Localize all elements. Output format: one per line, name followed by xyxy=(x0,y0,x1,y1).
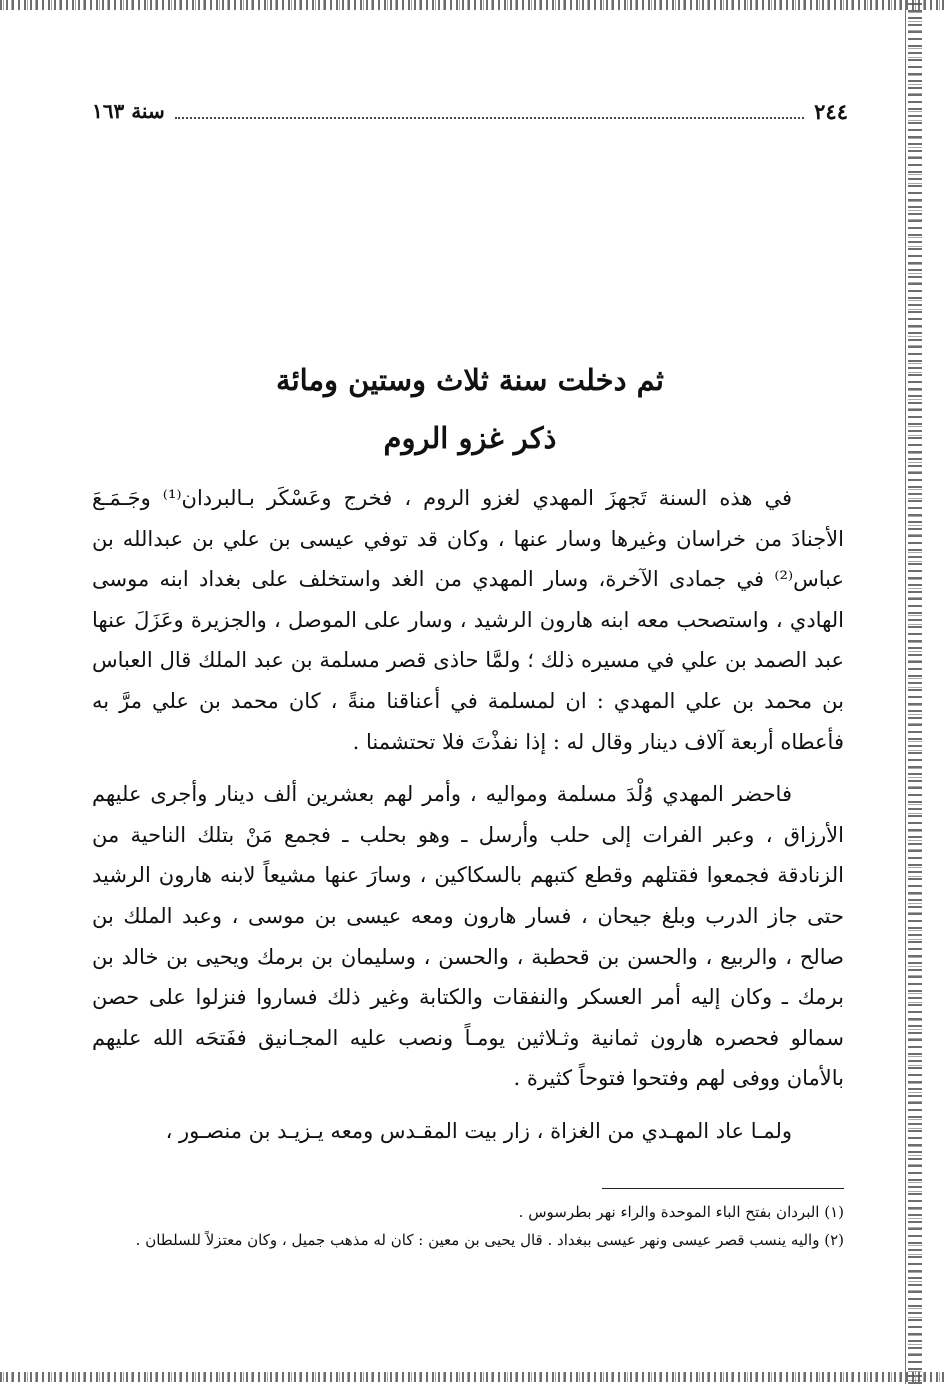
bottom-ornamental-border xyxy=(0,1372,944,1382)
footnote-separator xyxy=(602,1188,844,1189)
paragraph: في هذه السنة تَجهزَ المهدي لغزو الروم ، فخرج وعَسْكَر بـالبردان⁽¹⁾ وجَـمَـعَ الأجنادَ من خراسان وغيرها وسار عنها ، وكان قد توفي عيسى بن علي بن عبدالله بن عباس⁽²⁾ في جمادى الآخرة، وسار المهدي من الغد واستخلف على بغداد ابنه موسى الهادي ، واستصحب معه ابنه هارون الرشيد ، وسار على الموصل ، والجزيرة وعَزَلَ عنها عبد الصمد بن علي في مسيره ذلك ؛ ولمَّا حاذى قصر مسلمة بن عبد الملك قال العباس بن محمد بن علي المهدي : ان لمسلمة في أعناقنا منةً ، كان محمد بن علي مرَّ به فأعطاه أربعة آلاف دينار وقال له : إذا نفذْتَ فلا تحتشمنا . xyxy=(92,486,844,754)
running-head xyxy=(92,96,848,126)
footnotes xyxy=(100,1198,844,1254)
body-text xyxy=(92,478,844,1152)
leader-dots xyxy=(175,111,804,119)
chapter-heading: ثم دخلت سنة ثلاث وستين ومائة xyxy=(276,363,664,397)
top-ornamental-border xyxy=(0,0,944,10)
page-number: ٢٤٤ xyxy=(814,98,848,124)
paragraph: فاحضر المهدي وُلْدَ مسلمة ومواليه ، وأمر لهم بعشرين ألف دينار وأجرى عليهم الأرزاق ، وعبر الفرات إلى حلب وأرسل ـ وهو بحلب ـ فجمع مَنْ بتلك الناحية من الزنادقة فجمعوا فقتلهم وقطع كتبهم بالسكاكين ، وسارَ عنها مشيعاً لابنه هارون الرشيد حتى جاز الدرب وبلغ جيحان ، فسار هارون ومعه عيسى بن موسى ، وعبد الملك بن صالح ، والربيع ، والحسن بن قحطبة ، والحسن ، وسليمان بن برمك ويحيى بن خالد بن برمك ـ وكان إليه أمر العسكر والنفقات والكتابة وغير ذلك فساروا فنزلوا على حصن سمالو فحصره هارون ثمانية وثـلاثين يومـاً ونصب عليه المجـانيق ففَتحَه الله عليهم بالأمان ووفى لهم وفتحوا فتوحاً كثيرة . xyxy=(92,782,844,1091)
paragraph: ولمـا عاد المهـدي من الغزاة ، زار بيت المقـدس ومعه يـزيـد بن منصـور ، xyxy=(165,1118,792,1143)
right-ornamental-border xyxy=(908,0,922,1384)
footnote: (١) البردان بفتح الباء الموحدة والراء نهر بطرسوس . xyxy=(518,1203,844,1221)
footnote: (٢) واليه ينسب قصر عيسى ونهر عيسى ببغداد . قال يحيى بن معين : كان له مذهب جميل ، وكان معتزلاً للسلطان . xyxy=(135,1231,844,1249)
right-border-rule xyxy=(905,0,906,1384)
running-section-title: سنة ١٦٣ xyxy=(92,99,165,123)
section-heading: ذكر غزو الروم xyxy=(383,421,557,455)
